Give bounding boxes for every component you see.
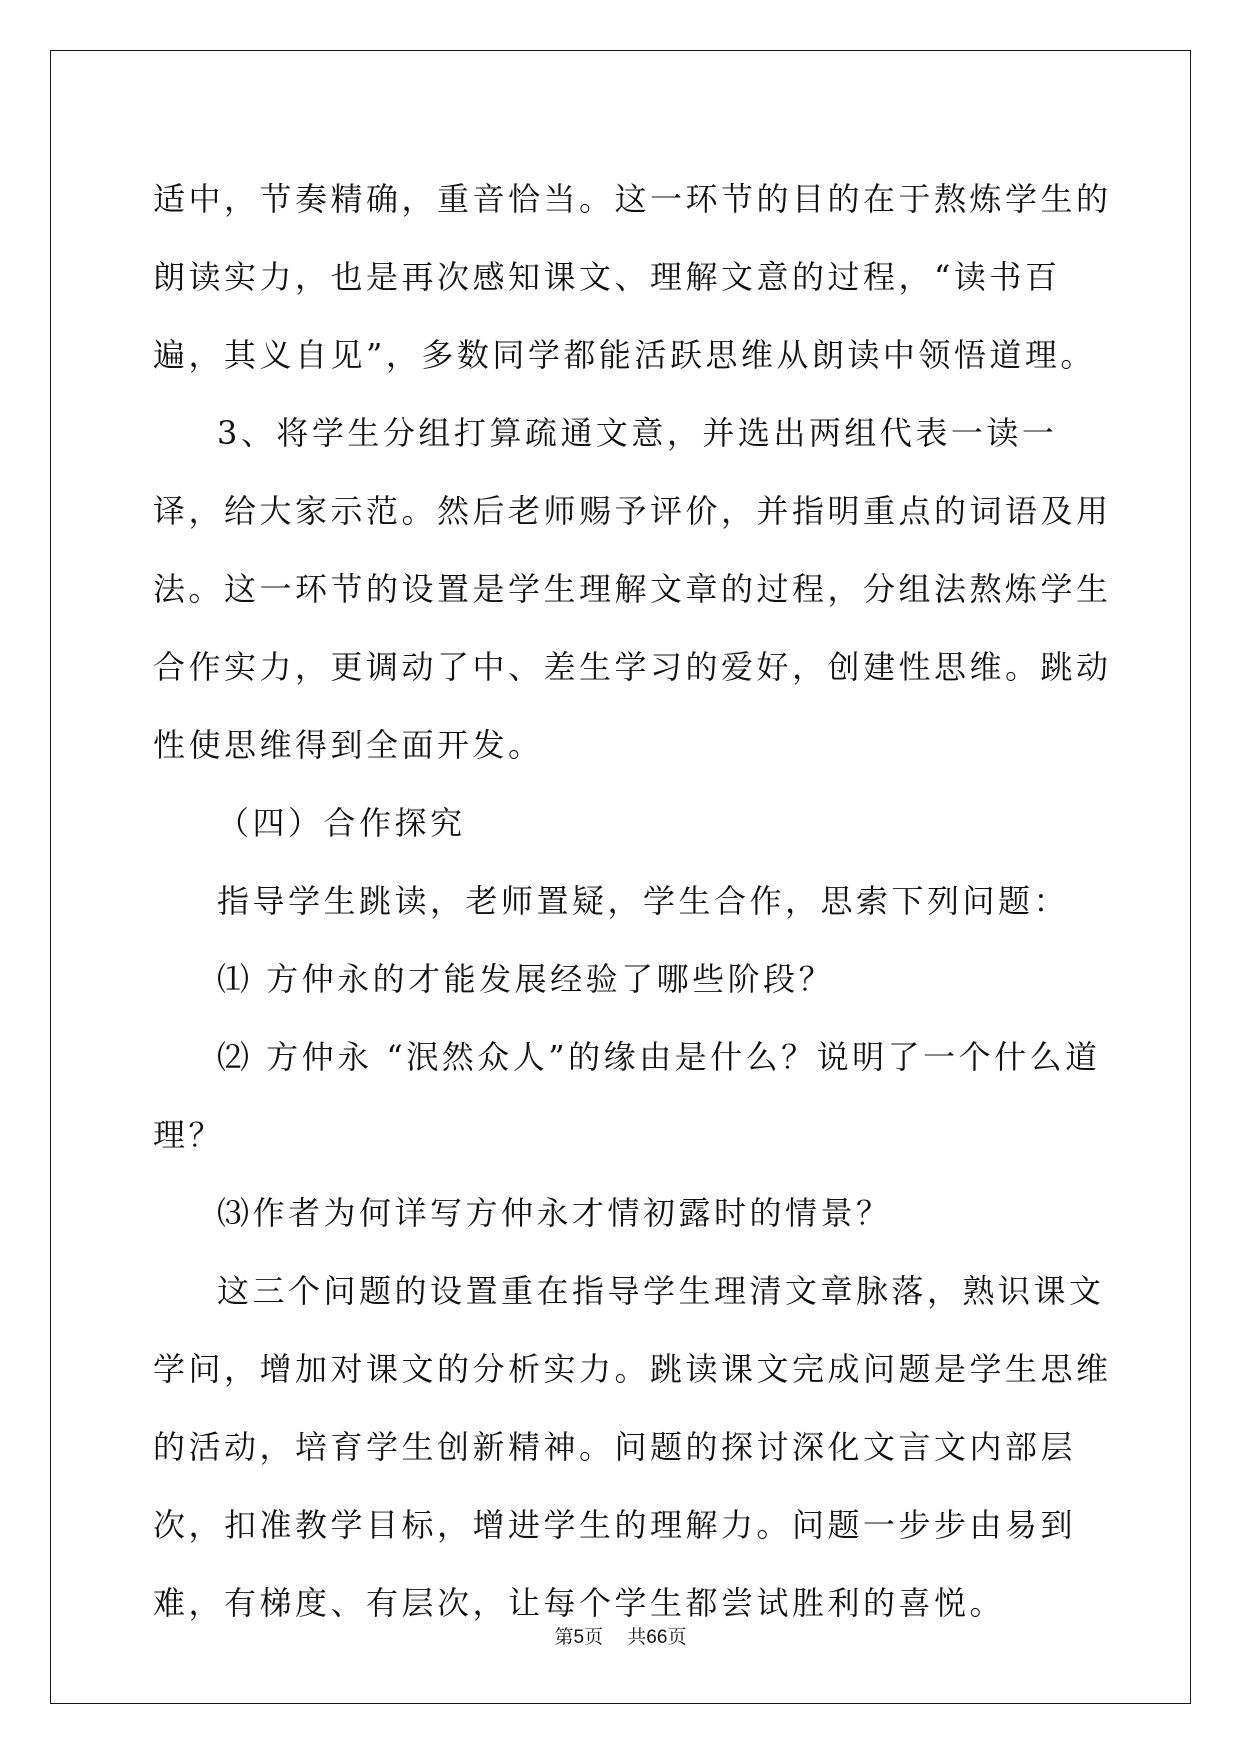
footer-prefix: 第	[554, 1626, 574, 1648]
paragraph: 指导学生跳读，老师置疑，学生合作，思索下列问题：	[217, 882, 1070, 920]
page-number: 5	[573, 1627, 585, 1648]
document-body	[153, 160, 1113, 1642]
page-footer	[0, 1622, 1241, 1649]
paragraph: 3、将学生分组打算疏通文意，并选出两组代表一读一译，给大家示范。然后老师赐予评价，并指明重点的词语及用法。这一环节的设置是学生理解文章的过程，分组法熬炼学生合作实力，更调动了中、差生学习的爱好，创建性思维。跳动性使思维得到全面开发。	[153, 414, 1112, 764]
paragraph: 这三个问题的设置重在指导学生理清文章脉落，熟识课文学问，增加对课文的分析实力。跳读课文完成问题是学生思维的活动，培育学生创新精神。问题的探讨深化文言文内部层次，扣准教学目标，增进学生的理解力。问题一步步由易到难，有梯度、有层次，让每个学生都尝试胜利的喜悦。	[153, 1272, 1112, 1622]
section-heading: （四）合作探究	[217, 804, 466, 842]
footer-suffix: 页	[667, 1626, 687, 1648]
total-pages: 66	[646, 1627, 668, 1648]
question-item: ⑵ 方仲永 “泯然众人”的缘由是什么？说明了一个什么道理？	[153, 1038, 1101, 1154]
footer-middle: 页 共	[584, 1626, 647, 1648]
paragraph: 适中，节奏精确，重音恰当。这一环节的目的在于熬炼学生的朗读实力，也是再次感知课文、理解文意的过程，“读书百遍，其义自见”，多数同学都能活跃思维从朗读中领悟道理。	[153, 180, 1112, 374]
question-item: ⑶作者为何详写方仲永才情初露时的情景？	[217, 1194, 892, 1232]
question-item: ⑴ 方仲永的才能发展经验了哪些阶段？	[217, 960, 835, 998]
